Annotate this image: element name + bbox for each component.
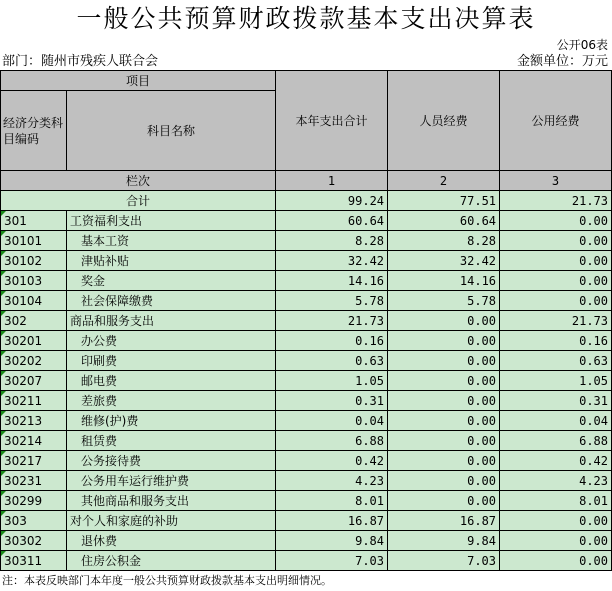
total-cell: 0.04 <box>276 411 388 431</box>
table-row <box>1 471 612 491</box>
table-row <box>1 391 612 411</box>
total-cell: 8.28 <box>276 231 388 251</box>
public-cell: 0.00 <box>500 271 612 291</box>
public-cell: 0.00 <box>500 291 612 311</box>
public-cell: 0.63 <box>500 351 612 371</box>
total-cell: 5.78 <box>276 291 388 311</box>
econ-code-cell: 30207 <box>1 371 67 391</box>
header-personnel: 人员经费 <box>388 71 500 171</box>
subject-name-cell: 基本工资 <box>67 231 276 251</box>
total-cell: 14.16 <box>276 271 388 291</box>
header-subject-name: 科目名称 <box>67 91 276 171</box>
econ-code-cell: 303 <box>1 511 67 531</box>
subject-name-cell: 对个人和家庭的补助 <box>67 511 276 531</box>
subject-name-cell: 工资福利支出 <box>67 211 276 231</box>
subject-name-cell: 办公费 <box>67 331 276 351</box>
public-cell: 4.23 <box>500 471 612 491</box>
public-cell: 8.01 <box>500 491 612 511</box>
table-row <box>1 351 612 371</box>
report-title: 一般公共预算财政拨款基本支出决算表 <box>76 4 536 33</box>
col-number-1: 1 <box>276 171 388 191</box>
table-row <box>1 491 612 511</box>
public-cell: 0.00 <box>500 211 612 231</box>
subject-name-cell: 公务用车运行维护费 <box>67 471 276 491</box>
table-row <box>1 551 612 571</box>
public-cell: 1.05 <box>500 371 612 391</box>
personnel-cell: 9.84 <box>388 531 500 551</box>
econ-code-cell: 30201 <box>1 331 67 351</box>
subject-name-cell: 其他商品和服务支出 <box>67 491 276 511</box>
total-cell: 16.87 <box>276 511 388 531</box>
personnel-cell: 0.00 <box>388 471 500 491</box>
total-cell: 0.42 <box>276 451 388 471</box>
subject-name-cell: 奖金 <box>67 271 276 291</box>
econ-code-cell: 30202 <box>1 351 67 371</box>
econ-code-cell: 30211 <box>1 391 67 411</box>
econ-code-cell: 30103 <box>1 271 67 291</box>
table-row <box>1 451 612 471</box>
personnel-cell: 32.42 <box>388 251 500 271</box>
col-number-2: 2 <box>388 171 500 191</box>
amount-unit-label: 金额单位：万元 <box>516 54 608 69</box>
table-row <box>1 311 612 331</box>
subject-name-cell: 印刷费 <box>67 351 276 371</box>
personnel-cell: 0.00 <box>388 311 500 331</box>
personnel-cell: 8.28 <box>388 231 500 251</box>
econ-code-cell: 30213 <box>1 411 67 431</box>
header-econ-code: 经济分类科目编码 <box>1 91 67 171</box>
public-cell: 0.04 <box>500 411 612 431</box>
col-number-3: 3 <box>500 171 612 191</box>
subject-name-cell: 公务接待费 <box>67 451 276 471</box>
header-total: 本年支出合计 <box>276 71 388 171</box>
econ-code-cell: 30311 <box>1 551 67 571</box>
public-cell: 6.88 <box>500 431 612 451</box>
table-row <box>1 291 612 311</box>
subject-name-cell: 退休费 <box>67 531 276 551</box>
econ-code-cell: 30302 <box>1 531 67 551</box>
personnel-cell: 7.03 <box>388 551 500 571</box>
public-cell: 0.00 <box>500 251 612 271</box>
total-cell: 8.01 <box>276 491 388 511</box>
table-row <box>1 211 612 231</box>
personnel-cell: 0.00 <box>388 411 500 431</box>
personnel-cell: 0.00 <box>388 331 500 351</box>
total-cell: 9.84 <box>276 531 388 551</box>
department-label: 部门：随州市残疾人联合会 <box>2 54 159 69</box>
table-row <box>1 511 612 531</box>
public-cell: 0.00 <box>500 531 612 551</box>
header-item: 项目 <box>1 71 276 91</box>
personnel-cell: 14.16 <box>388 271 500 291</box>
public-cell: 0.16 <box>500 331 612 351</box>
subject-name-cell: 商品和服务支出 <box>67 311 276 331</box>
table-row <box>1 331 612 351</box>
total-cell: 0.63 <box>276 351 388 371</box>
total-cell: 0.31 <box>276 391 388 411</box>
total-cell: 6.88 <box>276 431 388 451</box>
total-public-cell: 21.73 <box>500 191 612 211</box>
total-sum-cell: 99.24 <box>276 191 388 211</box>
public-cell: 0.31 <box>500 391 612 411</box>
table-row <box>1 231 612 251</box>
public-cell: 0.00 <box>500 551 612 571</box>
form-number: 公开06表 <box>556 38 608 52</box>
total-personnel-cell: 77.51 <box>388 191 500 211</box>
econ-code-cell: 30299 <box>1 491 67 511</box>
row-number-label: 栏次 <box>1 171 276 191</box>
subject-name-cell: 维修(护)费 <box>67 411 276 431</box>
total-cell: 32.42 <box>276 251 388 271</box>
total-cell: 1.05 <box>276 371 388 391</box>
personnel-cell: 0.00 <box>388 351 500 371</box>
econ-code-cell: 30217 <box>1 451 67 471</box>
personnel-cell: 0.00 <box>388 371 500 391</box>
subject-name-cell: 住房公积金 <box>67 551 276 571</box>
econ-code-cell: 301 <box>1 211 67 231</box>
header-public: 公用经费 <box>500 71 612 171</box>
subject-name-cell: 差旅费 <box>67 391 276 411</box>
total-label: 合计 <box>1 191 276 211</box>
subject-name-cell: 津贴补贴 <box>67 251 276 271</box>
subject-name-cell: 租赁费 <box>67 431 276 451</box>
public-cell: 0.42 <box>500 451 612 471</box>
personnel-cell: 0.00 <box>388 491 500 511</box>
total-cell: 21.73 <box>276 311 388 331</box>
table-note: 注：本表反映部门本年度一般公共预算财政拨款基本支出明细情况。 <box>2 574 332 587</box>
econ-code-cell: 30101 <box>1 231 67 251</box>
table-row <box>1 431 612 451</box>
econ-code-cell: 302 <box>1 311 67 331</box>
econ-code-cell: 30102 <box>1 251 67 271</box>
econ-code-cell: 30231 <box>1 471 67 491</box>
personnel-cell: 5.78 <box>388 291 500 311</box>
econ-code-cell: 30104 <box>1 291 67 311</box>
subject-name-cell: 社会保障缴费 <box>67 291 276 311</box>
table-row <box>1 411 612 431</box>
total-cell: 60.64 <box>276 211 388 231</box>
econ-code-cell: 30214 <box>1 431 67 451</box>
public-cell: 0.00 <box>500 511 612 531</box>
table-row <box>1 371 612 391</box>
total-cell: 4.23 <box>276 471 388 491</box>
total-row <box>1 191 612 211</box>
subject-name-cell: 邮电费 <box>67 371 276 391</box>
table-row <box>1 271 612 291</box>
total-cell: 7.03 <box>276 551 388 571</box>
total-cell: 0.16 <box>276 331 388 351</box>
expenditure-table <box>0 70 612 571</box>
personnel-cell: 16.87 <box>388 511 500 531</box>
public-cell: 21.73 <box>500 311 612 331</box>
personnel-cell: 0.00 <box>388 391 500 411</box>
table-row <box>1 251 612 271</box>
public-cell: 0.00 <box>500 231 612 251</box>
personnel-cell: 60.64 <box>388 211 500 231</box>
personnel-cell: 0.00 <box>388 451 500 471</box>
personnel-cell: 0.00 <box>388 431 500 451</box>
table-row <box>1 531 612 551</box>
